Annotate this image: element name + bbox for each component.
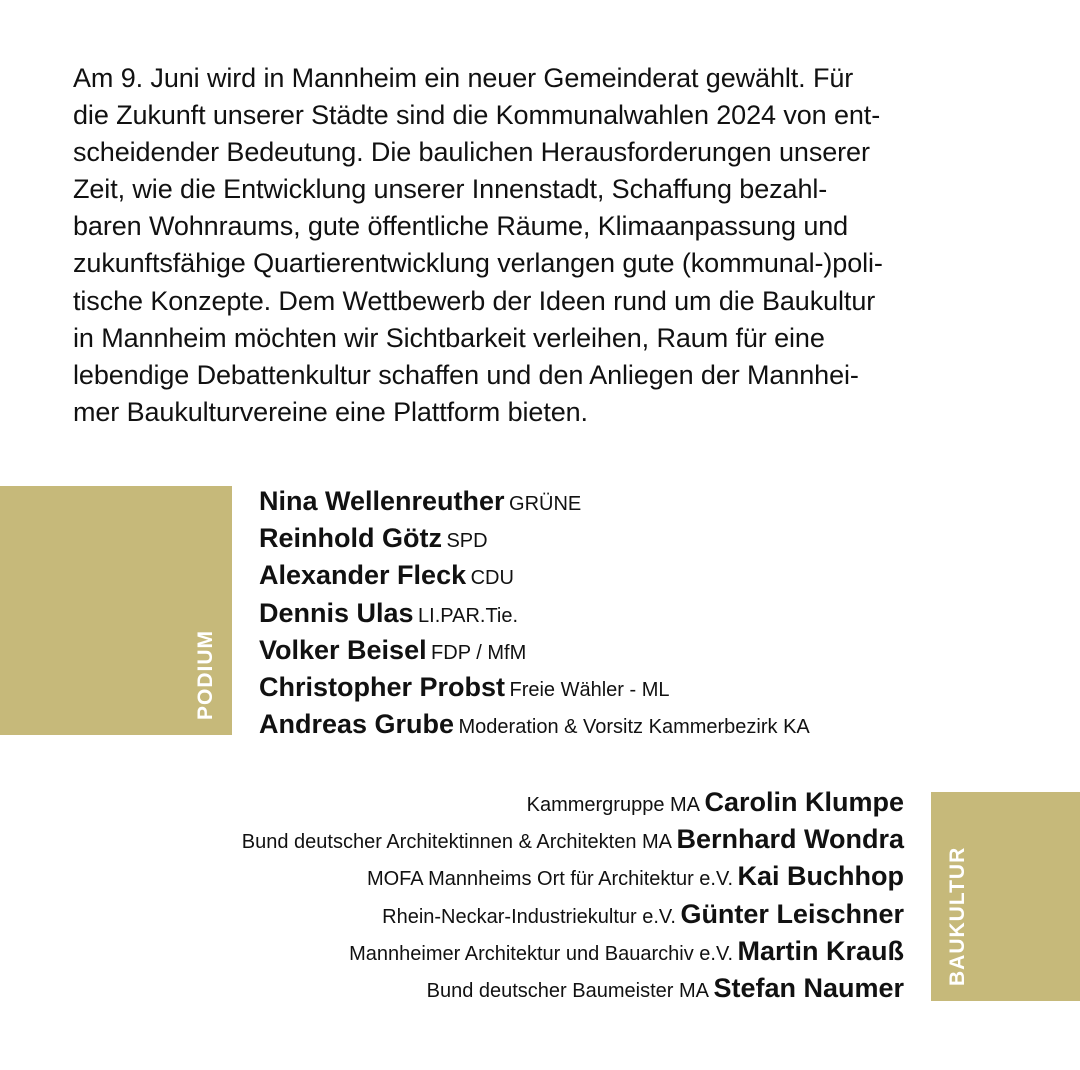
podium-member-name: Volker Beisel — [259, 634, 427, 665]
podium-member-name: Nina Wellenreuther — [259, 486, 505, 516]
podium-member — [259, 520, 810, 557]
baukultur-member — [242, 858, 904, 895]
baukultur-member-organization: Mannheimer Architektur und Bauarchiv e.V. — [349, 942, 734, 965]
podium-member-affiliation: FDP / MfM — [431, 641, 527, 664]
podium-member-affiliation: SPD — [446, 530, 488, 553]
baukultur-member-name: Kai Buchhop — [737, 861, 904, 892]
baukultur-member — [242, 896, 904, 933]
podium-member-affiliation: CDU — [470, 567, 514, 590]
baukultur-member-organization: MOFA Mannheims Ort für Architektur e.V. — [366, 868, 734, 891]
podium-member-name: Alexander Fleck — [259, 560, 467, 591]
podium-member — [259, 595, 810, 632]
baukultur-member-organization: Kammergruppe MA — [526, 794, 701, 816]
baukultur-member-organization: Bund deutscher Baumeister MA — [426, 979, 709, 1002]
intro-line: mer Baukulturvereine eine Plattform bieten. — [73, 396, 588, 427]
intro-line: die Zukunft unserer Städte sind die Kommunalwahlen 2024 von ent- — [73, 100, 881, 131]
baukultur-member-organization: Bund deutscher Architektinnen & Architekten MA — [241, 831, 673, 854]
baukultur-member — [242, 970, 904, 1007]
intro-line: in Mannheim möchten wir Sichtbarkeit verleihen, Raum für eine — [73, 322, 825, 353]
podium-member — [259, 706, 810, 743]
podium-member-affiliation: LI.PAR.Tie. — [418, 604, 519, 627]
podium-member-list — [259, 483, 810, 743]
podium-member-name: Andreas Grube — [259, 709, 455, 740]
podium-member-affiliation: Freie Wähler - ML — [509, 678, 670, 701]
intro-line: baren Wohnraums, gute öffentliche Räume, Klimaanpassung und — [73, 211, 849, 242]
podium-member — [259, 483, 810, 520]
baukultur-member-name: Martin Krauß — [737, 935, 904, 966]
baukultur-member — [242, 933, 904, 970]
podium-section-label: PODIUM — [194, 630, 217, 720]
baukultur-member-name: Bernhard Wondra — [676, 824, 904, 855]
baukultur-section-label: BAUKULTUR — [946, 846, 969, 986]
intro-line: Zeit, wie die Entwicklung unserer Innenstadt, Schaffung bezahl- — [73, 174, 828, 205]
baukultur-member-name: Stefan Naumer — [713, 972, 904, 1003]
baukultur-member-organization: Rhein-Neckar-Industriekultur e.V. — [382, 905, 676, 928]
intro-line: Am 9. Juni wird in Mannheim ein neuer Gemeinderat gewählt. Für — [73, 63, 854, 93]
podium-member — [259, 669, 810, 706]
baukultur-member-name: Carolin Klumpe — [704, 787, 904, 817]
intro-line: lebendige Debattenkultur schaffen und den Anliegen der Mannhei- — [73, 359, 859, 390]
podium-member-affiliation: Moderation & Vorsitz Kammerbezirk KA — [458, 716, 810, 739]
podium-member — [259, 632, 810, 669]
baukultur-member-name: Günter Leischner — [680, 898, 904, 929]
baukultur-member-list — [242, 784, 904, 1007]
podium-member — [259, 557, 810, 594]
baukultur-member — [242, 784, 904, 821]
baukultur-member — [242, 821, 904, 858]
podium-member-name: Dennis Ulas — [259, 597, 414, 628]
intro-paragraph — [73, 60, 1033, 431]
intro-line: scheidender Bedeutung. Die baulichen Herausforderungen unserer — [73, 137, 870, 168]
podium-member-name: Christopher Probst — [259, 671, 506, 702]
intro-line: tische Konzepte. Dem Wettbewerb der Ideen rund um die Baukultur — [73, 285, 876, 316]
podium-member-name: Reinhold Götz — [259, 523, 442, 554]
podium-member-affiliation: GRÜNE — [509, 493, 582, 515]
intro-line: zukunftsfähige Quartierentwicklung verlangen gute (kommunal-)poli- — [73, 248, 883, 279]
